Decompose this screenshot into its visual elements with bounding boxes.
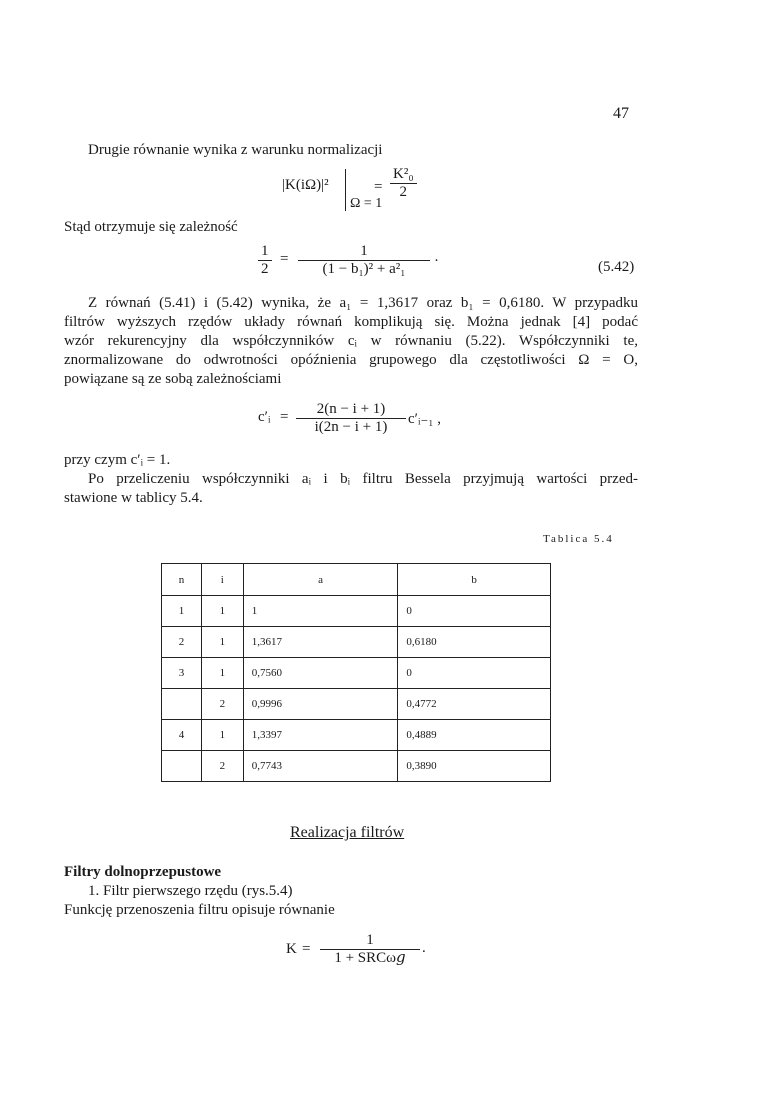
table-cell: 0,9996 (243, 689, 398, 720)
eq542-lhs (258, 243, 272, 278)
paragraph-transfer: Funkcję przenoszenia filtru opisuje równanie (64, 902, 335, 918)
recur-fraction (296, 401, 406, 436)
coefficients-table (161, 563, 551, 782)
norm-subscript: Ω = 1 (350, 196, 383, 211)
table-cell: 0,6180 (398, 627, 551, 658)
table-cell: 1 (162, 596, 202, 627)
list-item: 1. Filtr pierwszego rzędu (rys.5.4) (88, 883, 293, 899)
table-row (162, 658, 551, 689)
recur-lhs: c′ᵢ (258, 409, 271, 425)
table-header-cell: b (398, 564, 551, 596)
paragraph-line: powiązane są ze sobą zależnościami (64, 371, 282, 387)
equation-label-5-42: (5.42) (598, 259, 635, 275)
table-cell: 0,3890 (398, 751, 551, 782)
table-cell: 0,4889 (398, 720, 551, 751)
table-cell (162, 751, 202, 782)
table-cell: 0,7560 (243, 658, 398, 689)
table-row (162, 596, 551, 627)
table-row (162, 689, 551, 720)
table-header-cell: i (201, 564, 243, 596)
table-row (162, 751, 551, 782)
norm-lhs: |K(iΩ)|² (282, 177, 329, 193)
table-header-row (162, 564, 551, 596)
norm-denominator: 2 (399, 184, 408, 200)
paragraph-line: Po przeliczeniu współczynniki aᵢ i bᵢ filtru Bessela przyjmują wartości przed- (88, 471, 638, 487)
paragraph-dependency: Stąd otrzymuje się zależność (64, 219, 238, 235)
eq542-rhs (298, 243, 430, 278)
table-cell: 3 (162, 658, 202, 689)
recur-num: 2(n − i + 1) (296, 401, 406, 419)
table-cell: 2 (162, 627, 202, 658)
table-cell: 1,3397 (243, 720, 398, 751)
table-cell: 0 (398, 658, 551, 689)
eq542-lhs-num: 1 (258, 243, 272, 261)
paragraph-line: wzór rekurencyjny dla współczynników cᵢ w równaniu (5.22). Współczynniki te, (64, 333, 638, 349)
paragraph-normalization: Drugie równanie wynika z warunku normalizacji (88, 142, 383, 158)
table-cell: 1 (201, 658, 243, 689)
paragraph-line: stawione w tablicy 5.4. (64, 490, 203, 506)
equation-transfer: K = 1 1 + SRCω𝑔 . (286, 932, 426, 966)
eq542-rhs-den: (1 − b₁)² + a²₁ (322, 261, 406, 277)
transfer-den: 1 + SRCω𝑔 (334, 950, 406, 966)
table-caption: Tablica 5.4 (543, 533, 614, 545)
table-cell (162, 689, 202, 720)
table-cell: 1 (243, 596, 398, 627)
table-header-cell: n (162, 564, 202, 596)
subsection-heading: Filtry dolnoprzepustowe (64, 864, 222, 880)
table-cell: 0 (398, 596, 551, 627)
table-cell: 1,3617 (243, 627, 398, 658)
table-cell: 1 (201, 596, 243, 627)
table-cell: 1 (201, 627, 243, 658)
eq542-lhs-den: 2 (261, 261, 269, 277)
recur-rhs: c′ᵢ₋₁ , (408, 411, 442, 427)
transfer-fraction (320, 932, 420, 967)
norm-equals: = (374, 179, 383, 195)
evaluation-bar (345, 169, 346, 211)
table-cell: 0,7743 (243, 751, 398, 782)
table-cell: 2 (201, 689, 243, 720)
norm-numerator: K²₀ (390, 166, 417, 184)
transfer-equals: = (302, 941, 311, 957)
table-cell: 0,4772 (398, 689, 551, 720)
transfer-lhs: K (286, 941, 297, 957)
page-number: 47 (613, 105, 629, 122)
norm-fraction (390, 166, 417, 201)
paragraph-line: filtrów wyższych rzędów układy równań komplikują się. Można jednak [4] podać (64, 314, 638, 330)
equation-recurrence (258, 398, 478, 438)
eq542-equals: = (280, 251, 289, 267)
equation-5-42: $\frac{1}{2}$ = $\frac{1}{\text{(1 − b₁)² + a²₁}}$ · (258, 241, 458, 281)
table-row (162, 720, 551, 751)
paragraph-line: znormalizowane do odwrotności opóźnienia grupowego dla częstotliwości Ω = O, (64, 352, 638, 368)
section-title: Realizacja filtrów (290, 824, 405, 841)
paragraph-condition: przy czym c′ᵢ = 1. (64, 452, 171, 468)
table-cell: 2 (201, 751, 243, 782)
table-header-cell: a (243, 564, 398, 596)
paragraph-line: Z równań (5.41) i (5.42) wynika, że a₁ = 1,3617 oraz b₁ = 0,6180. W przypadku (88, 295, 638, 311)
eq542-rhs-num: 1 (298, 243, 430, 261)
table-cell: 1 (201, 720, 243, 751)
equation-normalization (282, 163, 442, 215)
table-cell: 4 (162, 720, 202, 751)
transfer-num: 1 (320, 932, 420, 950)
recur-den: i(2n − i + 1) (314, 419, 388, 435)
recur-equals: = (280, 409, 289, 425)
table-row (162, 627, 551, 658)
